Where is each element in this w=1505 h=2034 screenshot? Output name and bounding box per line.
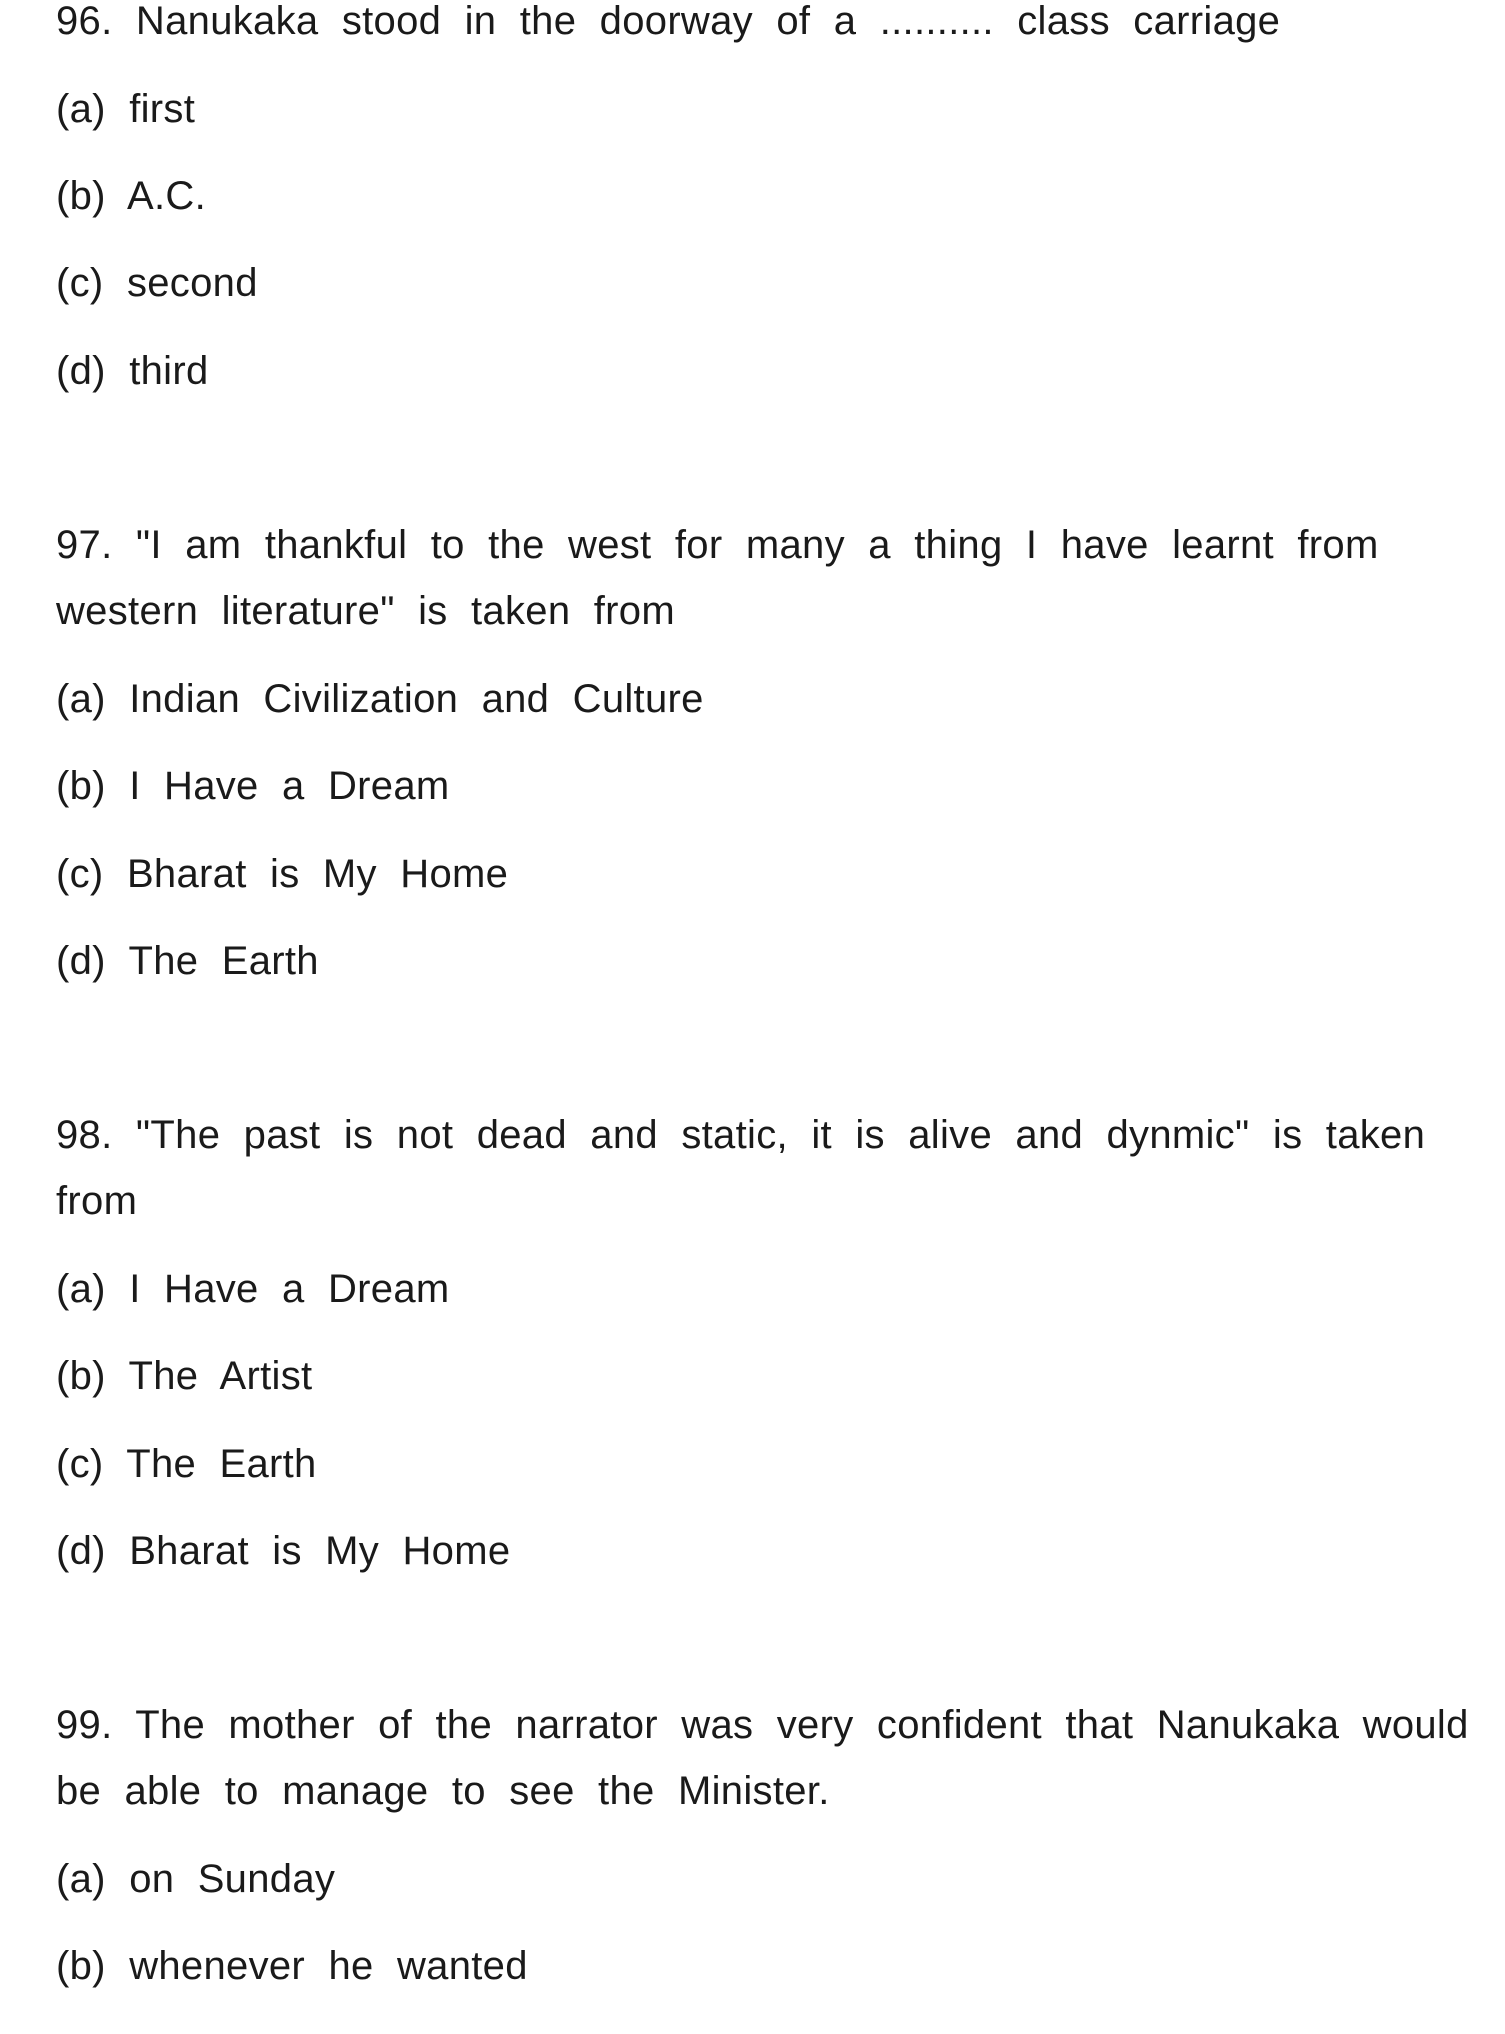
question-97-stem-line-2: western literature" is taken from <box>56 589 675 633</box>
question-97-option-d: (d) The Earth <box>56 939 319 983</box>
question-96-stem: 96. Nanukaka stood in the doorway of a .......... class carriage <box>56 0 1281 43</box>
question-96-option-d: (d) third <box>56 349 209 393</box>
question-97-option-c: (c) Bharat is My Home <box>56 852 509 896</box>
question-96-option-b: (b) A.C. <box>56 174 206 218</box>
question-96-option-c: (c) second <box>56 261 258 305</box>
question-98-option-d: (d) Bharat is My Home <box>56 1529 511 1573</box>
question-99-option-a: (a) on Sunday <box>56 1857 336 1901</box>
question-98-stem-line-2: from <box>56 1179 138 1223</box>
question-97-option-b: (b) I Have a Dream <box>56 764 450 808</box>
question-99-option-b: (b) whenever he wanted <box>56 1944 528 1988</box>
question-97-option-a: (a) Indian Civilization and Culture <box>56 677 704 721</box>
question-96-option-a: (a) first <box>56 87 196 131</box>
question-98-stem-line-1: 98. "The past is not dead and static, it is alive and dynmic" is taken <box>56 1113 1426 1157</box>
question-98-option-a: (a) I Have a Dream <box>56 1267 450 1311</box>
question-97-stem-line-1: 97. "I am thankful to the west for many a thing I have learnt from <box>56 523 1379 567</box>
question-99-stem-line-1: 99. The mother of the narrator was very confident that Nanukaka would <box>56 1703 1469 1747</box>
question-99-stem-line-2: be able to manage to see the Minister. <box>56 1769 830 1813</box>
question-98-option-b: (b) The Artist <box>56 1354 313 1398</box>
question-98-option-c: (c) The Earth <box>56 1442 317 1486</box>
